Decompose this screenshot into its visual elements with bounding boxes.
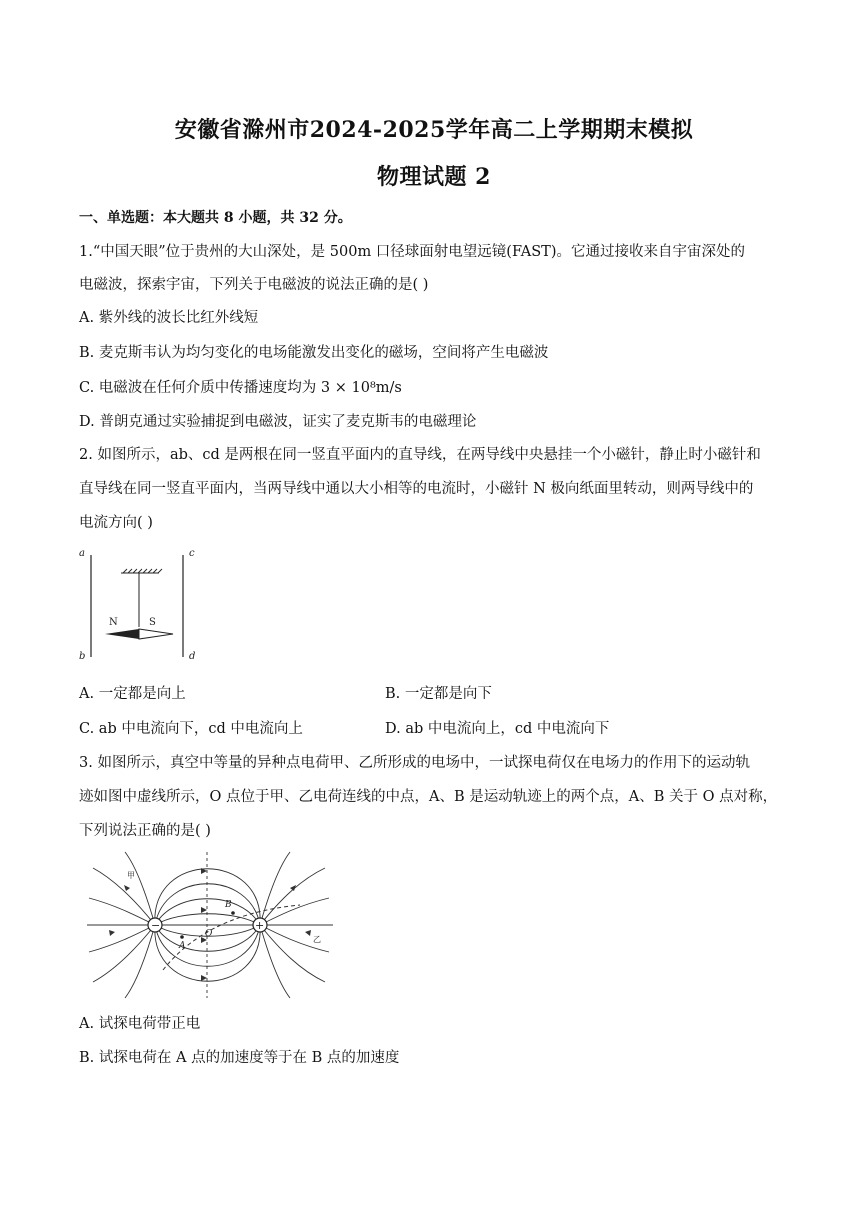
- label-yi: 乙: [313, 935, 321, 944]
- q2-stem-line2: 直导线在同一竖直平面内，当两导线中通以大小相等的电流时，小磁针 N 极向纸面里转动，则两导线中的: [79, 481, 754, 497]
- q3-stem-line3: 下列说法正确的是( ): [79, 823, 211, 839]
- label-c: c: [189, 548, 195, 559]
- document-title: 安徽省滁州市2024-2025学年高二上学期期末模拟: [174, 117, 694, 143]
- label-o: O: [205, 929, 213, 939]
- q1-option-c: C. 电磁波在任何介质中传播速度均为 3 × 10⁸m/s: [79, 380, 402, 396]
- label-jia: 甲: [127, 871, 135, 880]
- q3-electric-field-figure: [85, 850, 335, 1000]
- q3-stem-line1: 3. 如图所示，真空中等量的异种点电荷甲、乙所形成的电场中，一试探电荷仅在电场力的作用下的运动轨: [79, 755, 750, 771]
- magnet-n-half: [105, 629, 139, 639]
- q2-option-b: B. 一定都是向下: [385, 686, 492, 702]
- q1-option-a: A. 紫外线的波长比红外线短: [79, 310, 259, 326]
- q3-stem-line2: 迹如图中虚线所示，O 点位于甲、乙电荷连线的中点，A、B 是运动轨迹上的两个点，A、B 关于 O 点对称，: [79, 789, 778, 805]
- charge-jia-sign: −: [151, 919, 161, 932]
- section-heading: 一、单选题：本大题共 8 小题，共 32 分。: [79, 210, 352, 226]
- label-b: b: [79, 651, 86, 662]
- q2-option-d: D. ab 中电流向上，cd 中电流向下: [385, 721, 610, 737]
- q3-option-a: A. 试探电荷带正电: [79, 1016, 201, 1032]
- q2-wire-magnet-figure: [75, 545, 215, 665]
- label-d: d: [189, 651, 196, 662]
- charge-yi-sign: +: [255, 919, 265, 932]
- label-b: B: [225, 900, 232, 910]
- point-b: [231, 911, 235, 915]
- q2-option-a: A. 一定都是向上: [79, 686, 186, 702]
- q2-option-c: C. ab 中电流向下，cd 中电流向上: [79, 721, 303, 737]
- label-a: A: [179, 941, 186, 951]
- q1-option-d: D. 普朗克通过实验捕捉到电磁波，证实了麦克斯韦的电磁理论: [79, 414, 477, 430]
- magnet-s-half: [139, 629, 173, 639]
- ceiling-hatch: [121, 569, 162, 573]
- q3-option-b: B. 试探电荷在 A 点的加速度等于在 B 点的加速度: [79, 1050, 400, 1066]
- q1-stem-line2: 电磁波，探索宇宙，下列关于电磁波的说法正确的是( ): [79, 277, 429, 293]
- label-n: N: [109, 617, 118, 628]
- q2-stem-line1: 2. 如图所示，ab、cd 是两根在同一竖直平面内的直导线，在两导线中央悬挂一个小磁针，静止时小磁针和: [79, 447, 761, 463]
- label-a: a: [79, 548, 85, 559]
- label-s: S: [149, 617, 156, 628]
- q2-stem-line3: 电流方向( ): [79, 515, 153, 531]
- document-subtitle: 物理试题 2: [377, 164, 491, 190]
- q1-option-b: B. 麦克斯韦认为均匀变化的电场能激发出变化的磁场，空间将产生电磁波: [79, 345, 549, 361]
- point-a: [180, 935, 184, 939]
- q1-stem-line1: 1.“中国天眼”位于贵州的大山深处，是 500m 口径球面射电望远镜(FAST)。它通过接收来自宇宙深处的: [79, 244, 745, 260]
